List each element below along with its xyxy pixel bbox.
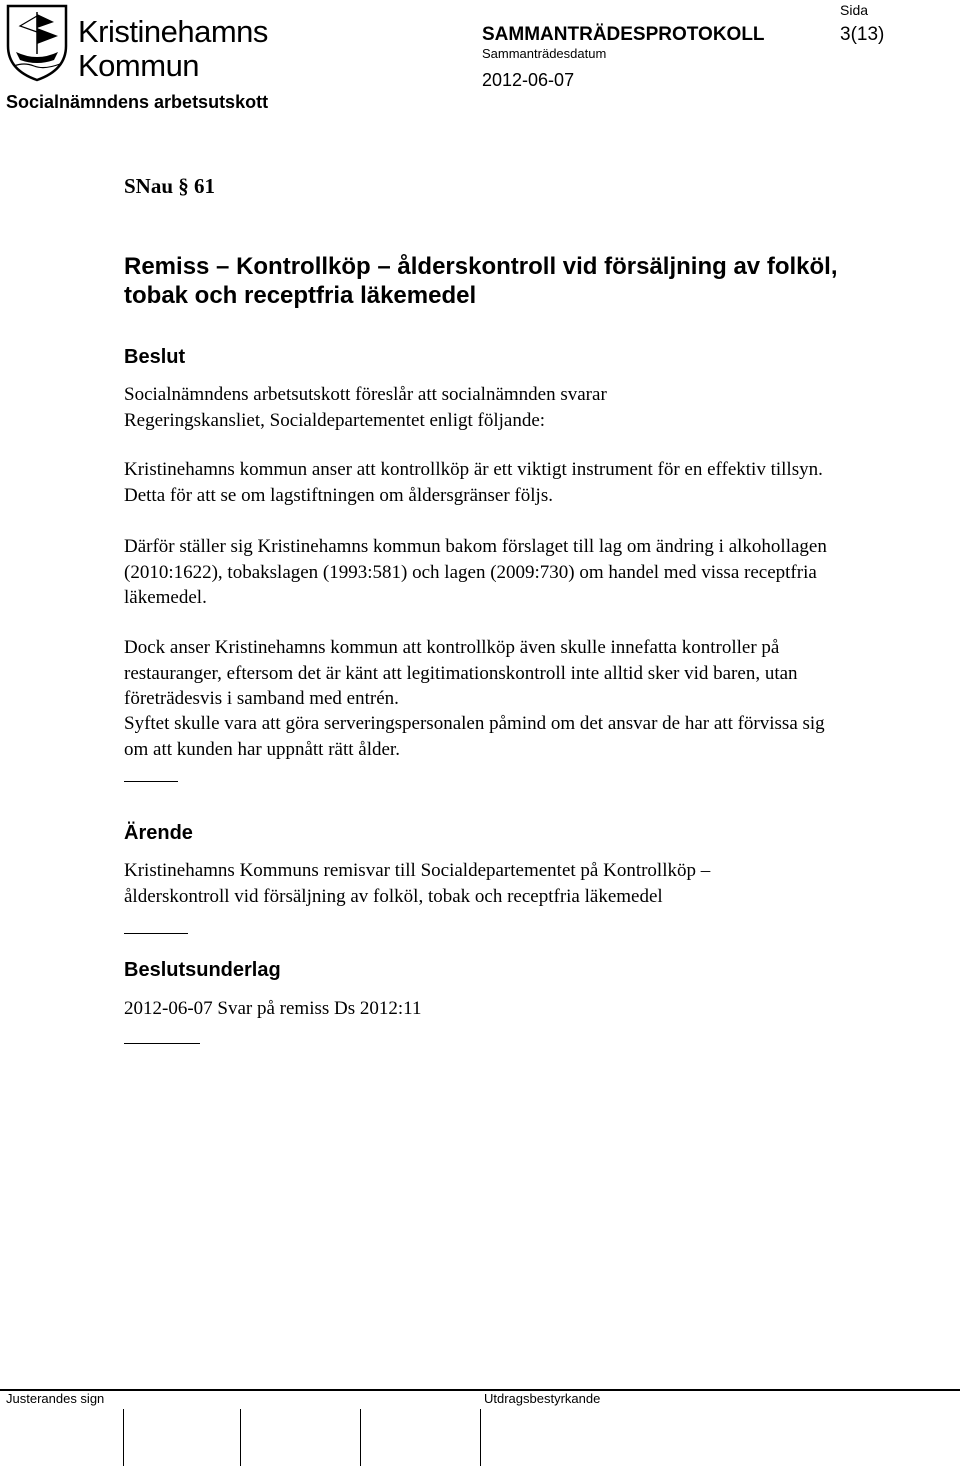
meeting-date-value: 2012-06-07 xyxy=(482,70,575,90)
beslut-heading: Beslut xyxy=(124,346,186,368)
signature-label: Justerandes sign xyxy=(6,1391,105,1406)
signature-box-divider xyxy=(360,1409,361,1466)
beslut-paragraph-1: Socialnämndens arbetsutskott föreslår att socialnämnden svarar Regeringskansliet, Socialdepartementet enligt följande: xyxy=(124,384,607,431)
beslutsunderlag-heading: Beslutsunderlag xyxy=(124,959,281,981)
logo-wordmark-line1: Kristinehamns xyxy=(78,14,268,49)
page-label: Sida xyxy=(840,2,869,18)
extract-certification-label: Utdragsbestyrkande xyxy=(484,1391,601,1406)
footer-rule xyxy=(0,1389,960,1391)
section-divider xyxy=(124,1043,200,1044)
beslutsunderlag-item: 2012-06-07 Svar på remiss Ds 2012:11 xyxy=(124,998,422,1019)
paragraph-reference: SNau § 61 xyxy=(124,174,216,198)
municipality-logo xyxy=(4,2,268,83)
signature-box-divider xyxy=(123,1409,124,1466)
meeting-date-label: Sammanträdesdatum xyxy=(482,46,607,61)
document-type: SAMMANTRÄDESPROTOKOLL xyxy=(482,24,765,45)
signature-box-divider xyxy=(240,1409,241,1466)
beslut-paragraph-3: Därför ställer sig Kristinehamns kommun bakom förslaget till lag om ändring i alkohollagen (2010:1622), tobakslagen (1993:581) och lagen (2009:730) om handel med vissa receptfria läkemedel. xyxy=(124,536,827,608)
beslut-paragraph-5: Syftet skulle vara att göra serveringspersonalen påmind om det ansvar de har att förvissa sig om att kunden har uppnått rätt ålder. xyxy=(124,713,825,760)
signature-box-divider xyxy=(480,1409,481,1466)
beslut-paragraph-4: Dock anser Kristinehamns kommun att kontrollköp även skulle innefatta kontroller på restauranger, eftersom det är känt att legitimationskontroll inte alltid sker vid baren, utan företrädesvis i samband med entrén. xyxy=(124,637,798,709)
committee-name: Socialnämndens arbetsutskott xyxy=(6,92,269,112)
arende-heading: Ärende xyxy=(124,822,193,844)
section-divider xyxy=(124,781,178,782)
logo-wordmark-line2: Kommun xyxy=(78,48,200,83)
page-number: 3(13) xyxy=(840,24,885,45)
arende-paragraph: Kristinehamns Kommuns remisvar till Socialdepartementet på Kontrollköp – ålderskontroll vid försäljning av folköl, tobak och receptfria läkemedel xyxy=(124,860,711,907)
ship-crest-icon xyxy=(4,2,70,82)
beslut-paragraph-2: Kristinehamns kommun anser att kontrollköp är ett viktigt instrument för en effektiv tillsyn. Detta för att se om lagstiftningen om åldersgränser följs. xyxy=(124,459,823,506)
section-divider xyxy=(124,933,188,934)
section-title: Remiss – Kontrollköp – ålderskontroll vid försäljning av folköl, tobak och receptfria läkemedel xyxy=(124,253,838,309)
